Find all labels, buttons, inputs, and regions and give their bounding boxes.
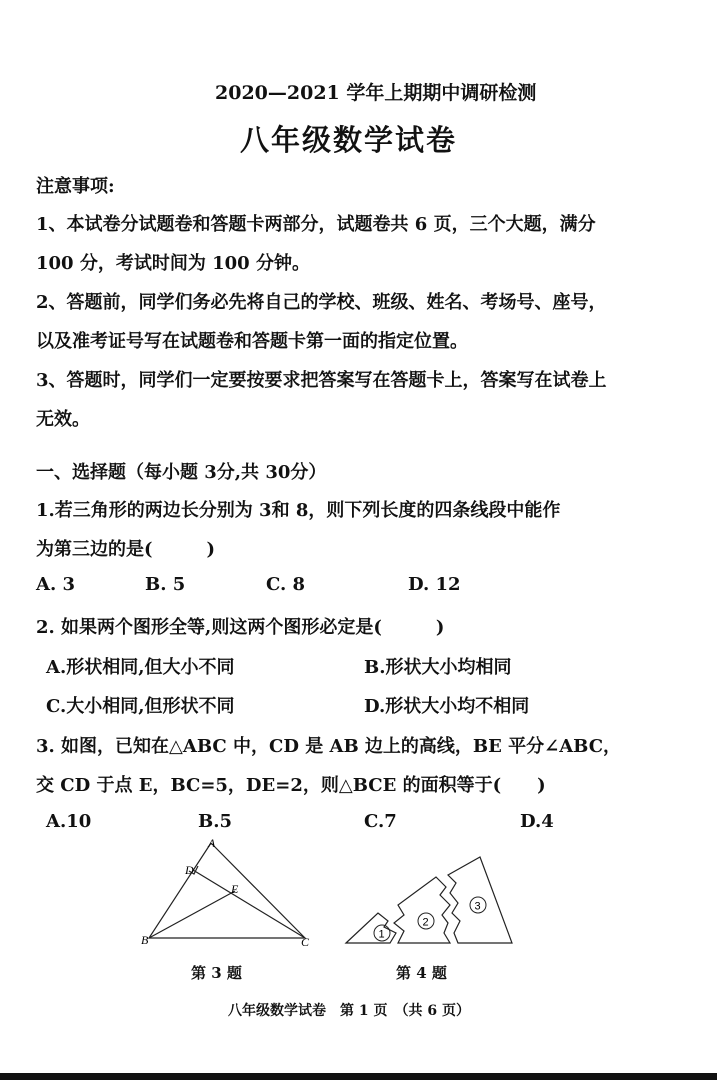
notice-line: 100 分，考试时间为 100 分钟。 — [36, 253, 310, 274]
question-1-text: 为第三边的是( ) — [36, 539, 216, 560]
question-2-option-d: D.形状大小均不相同 — [364, 696, 530, 717]
page-footer: 八年级数学试卷 第 1 页 （共 6 页） — [228, 1003, 470, 1019]
question-1-option-c: C. 8 — [266, 574, 306, 595]
piece-2 — [394, 877, 450, 943]
question-2-option-b: B.形状大小均相同 — [364, 657, 512, 678]
piece-number: 3 — [474, 900, 481, 913]
piece-number: 1 — [378, 928, 385, 941]
question-1-text: 1.若三角形的两边长分别为 3和 8，则下列长度的四条线段中能作 — [36, 500, 561, 521]
label-b: B — [141, 933, 149, 947]
label-a: A — [208, 836, 216, 850]
exam-subtitle: 2020—2021 学年上期期中调研检测 — [215, 82, 537, 104]
label-c: C — [301, 935, 310, 949]
notice-line: 3、答题时，同学们一定要按要求把答案写在答题卡上，答案写在试卷上 — [36, 370, 607, 391]
question-3-option-b: B.5 — [198, 811, 233, 832]
figure-3-caption: 第 3 题 — [191, 964, 242, 982]
exam-title: 八年级数学试卷 — [240, 123, 458, 157]
notice-line: 2、答题前，同学们务必先将自己的学校、班级、姓名、考场号、座号， — [36, 292, 607, 313]
question-3-text: 交 CD 于点 E，BC=5，DE=2，则△BCE 的面积等于( ) — [36, 775, 546, 796]
question-1-option-d: D. 12 — [408, 574, 461, 595]
notice-line: 以及准考证号写在试题卷和答题卡第一面的指定位置。 — [36, 331, 468, 352]
question-3-option-c: C.7 — [364, 811, 397, 832]
question-3-option-a: A.10 — [46, 811, 92, 832]
question-1-option-b: B. 5 — [145, 574, 186, 595]
question-2-text: 2. 如果两个图形全等,则这两个图形必定是( ) — [36, 617, 445, 638]
question-3-text: 3. 如图，已知在△ABC 中，CD 是 AB 边上的高线，BE 平分∠ABC， — [36, 736, 622, 757]
label-e: E — [231, 882, 239, 896]
notice-line: 1、本试卷分试题卷和答题卡两部分，试题卷共 6 页，三个大题，满分 — [36, 214, 596, 235]
figure-4-pieces — [340, 855, 520, 950]
notice-heading: 注意事项: — [36, 176, 115, 197]
notice-line: 无效。 — [36, 409, 90, 430]
altitude-cd — [193, 870, 305, 938]
piece-number: 2 — [422, 916, 429, 929]
figure-4-caption: 第 4 题 — [396, 964, 447, 982]
label-d: D — [185, 863, 194, 877]
question-2-option-a: A.形状相同,但大小不同 — [46, 657, 235, 678]
section-heading: 一、选择题（每小题 3分,共 30分） — [36, 462, 327, 483]
question-1-option-a: A. 3 — [36, 574, 76, 595]
question-2-option-c: C.大小相同,但形状不同 — [46, 696, 235, 717]
figure-3-triangle — [135, 835, 325, 955]
bisector-be — [149, 891, 235, 938]
bottom-edge-rule — [0, 1073, 717, 1080]
question-3-option-d: D.4 — [520, 811, 554, 832]
